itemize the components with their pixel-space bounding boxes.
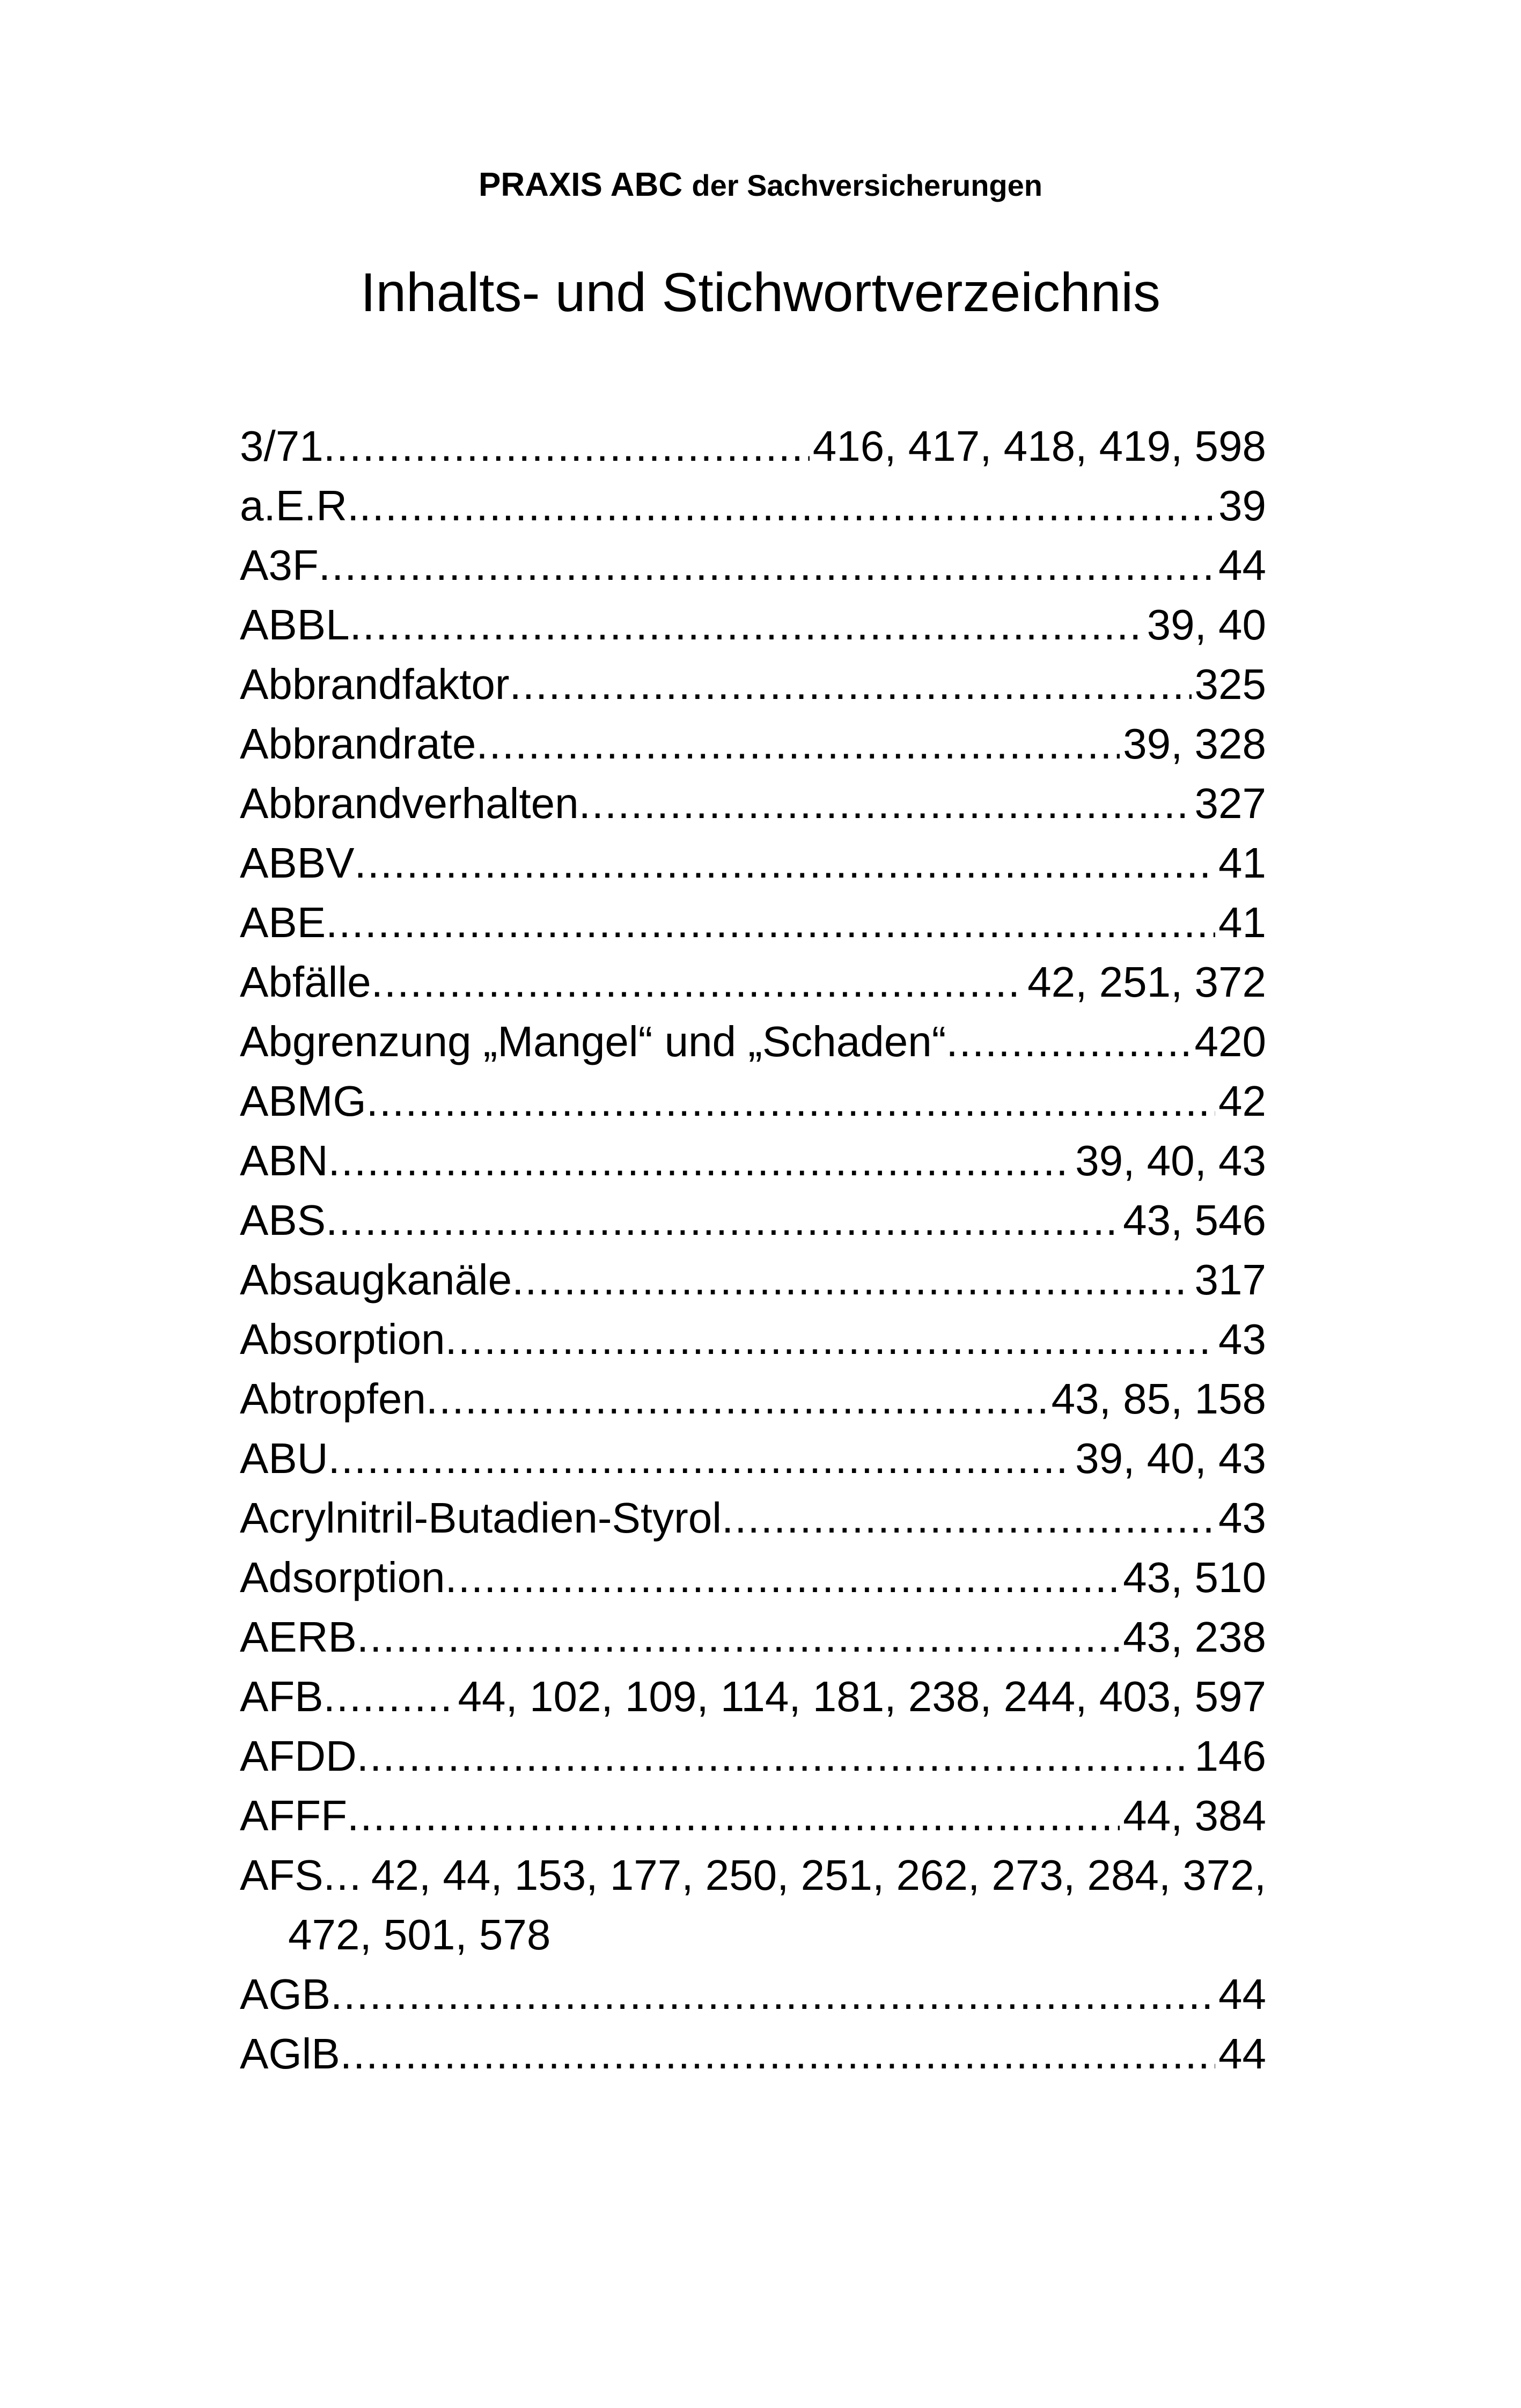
dot-leader xyxy=(324,1667,455,1726)
index-pages: 44, 102, 109, 114, 181, 238, 244, 403, 597 xyxy=(458,1673,1266,1720)
index-term: AGlB xyxy=(240,2030,340,2078)
dot-leader xyxy=(357,1726,1192,1786)
index-pages: 146 xyxy=(1194,1732,1266,1780)
index-entry xyxy=(240,535,1266,595)
index-term: AFDD xyxy=(240,1732,357,1780)
index-entry xyxy=(240,1607,1266,1667)
index-term: ABE xyxy=(240,899,326,946)
index-pages: 39, 40, 43 xyxy=(1075,1434,1266,1482)
index-pages: 420 xyxy=(1194,1018,1266,1065)
index-pages: 41 xyxy=(1218,839,1266,887)
index-pages: 43, 546 xyxy=(1123,1196,1266,1244)
index-pages: 42, 44, 153, 177, 250, 251, 262, 273, 284, 372, xyxy=(371,1851,1266,1899)
index-term: Absaugkanäle xyxy=(240,1256,512,1304)
index-entry xyxy=(240,1786,1266,1845)
dot-leader xyxy=(366,1071,1215,1131)
index-entry xyxy=(240,714,1266,774)
index-term: ABBV xyxy=(240,839,355,887)
index-entry xyxy=(240,1250,1266,1309)
index-term: Absorption xyxy=(240,1315,445,1363)
index-term: Abgrenzung „Mangel“ und „Schaden“ xyxy=(240,1018,946,1065)
dot-leader xyxy=(579,774,1192,833)
index-pages: 43, 85, 158 xyxy=(1051,1375,1266,1423)
index-list xyxy=(240,416,1266,2083)
index-pages: 43 xyxy=(1218,1315,1266,1363)
dot-leader xyxy=(445,1548,1120,1607)
dot-leader xyxy=(371,952,1025,1012)
index-entry xyxy=(240,1190,1266,1250)
index-pages: 44 xyxy=(1218,2030,1266,2078)
index-pages: 43, 510 xyxy=(1123,1553,1266,1601)
dot-leader xyxy=(946,1012,1191,1071)
dot-leader: .. ..... xyxy=(324,1845,361,1905)
index-term: ABN xyxy=(240,1137,328,1184)
index-entry xyxy=(240,1369,1266,1428)
index-term: ABMG xyxy=(240,1077,366,1125)
index-entry xyxy=(240,595,1266,654)
index-entry xyxy=(240,1012,1266,1071)
index-pages: 43 xyxy=(1218,1494,1266,1542)
index-pages: 43, 238 xyxy=(1123,1613,1266,1661)
index-term: A3F xyxy=(240,541,319,589)
dot-leader xyxy=(326,1190,1120,1250)
dot-leader xyxy=(510,654,1192,714)
dot-leader xyxy=(426,1369,1048,1428)
book-header xyxy=(0,164,1521,207)
index-term: Acrylnitril-Butadien-Styrol xyxy=(240,1494,722,1542)
dot-leader xyxy=(340,2024,1215,2083)
dot-leader xyxy=(319,535,1215,595)
index-pages: 44, 384 xyxy=(1123,1792,1266,1839)
dot-leader xyxy=(359,476,1215,535)
index-term: Abbrandfaktor xyxy=(240,660,510,708)
header-suffix: der Sachversicherungen xyxy=(692,168,1042,202)
index-entry xyxy=(240,774,1266,833)
index-term: AFFF xyxy=(240,1792,347,1839)
index-pages: 39 xyxy=(1218,482,1266,529)
index-term: a.E.R. xyxy=(240,482,359,529)
index-entry xyxy=(240,416,1266,476)
index-entry xyxy=(240,1428,1266,1488)
index-entry xyxy=(240,833,1266,893)
index-term: ABS xyxy=(240,1196,326,1244)
index-term: ABBL xyxy=(240,601,350,649)
index-entry xyxy=(240,1964,1266,2024)
dot-leader xyxy=(354,833,1215,893)
index-term: Abfälle xyxy=(240,958,371,1006)
dot-leader xyxy=(326,893,1215,952)
index-entry xyxy=(240,1667,1266,1726)
index-pages: 42 xyxy=(1218,1077,1266,1125)
index-pages: 327 xyxy=(1194,779,1266,827)
index-pages: 44 xyxy=(1218,541,1266,589)
dot-leader xyxy=(330,1964,1215,2024)
page-title: Inhalts- und Stichwortverzeichnis xyxy=(360,262,1160,323)
index-entry xyxy=(240,1488,1266,1548)
index-pages: 44 xyxy=(1218,1970,1266,2018)
index-pages: 39, 40, 43 xyxy=(1075,1137,1266,1184)
index-entry xyxy=(240,476,1266,535)
dot-leader xyxy=(512,1250,1191,1309)
index-entry xyxy=(240,1309,1266,1369)
index-entry-afs xyxy=(240,1845,1266,1964)
index-term: Abtropfen xyxy=(240,1375,426,1423)
index-term: AERB xyxy=(240,1613,357,1661)
index-entry xyxy=(240,1726,1266,1786)
dot-leader xyxy=(350,595,1144,654)
dot-leader xyxy=(722,1488,1215,1548)
index-entry xyxy=(240,654,1266,714)
dot-leader xyxy=(328,1428,1072,1488)
index-term: AGB xyxy=(240,1970,330,2018)
index-entry xyxy=(240,1131,1266,1190)
index-term: Abbrandrate xyxy=(240,720,476,768)
index-entry xyxy=(240,1071,1266,1131)
dot-leader xyxy=(476,714,1120,774)
dot-leader xyxy=(328,1131,1072,1190)
index-pages-continued: 472, 501, 578 xyxy=(288,1911,551,1958)
index-term: 3/71 xyxy=(240,422,324,470)
index-pages: 41 xyxy=(1218,899,1266,946)
dot-leader xyxy=(347,1786,1120,1845)
index-term: Abbrandverhalten xyxy=(240,779,579,827)
index-term: AFB xyxy=(240,1673,324,1720)
index-pages: 39, 328 xyxy=(1123,720,1266,768)
header-prefix: PRAXIS ABC xyxy=(479,166,683,203)
index-pages: 416, 417, 418, 419, 598 xyxy=(812,422,1266,470)
dot-leader xyxy=(445,1309,1215,1369)
index-entry xyxy=(240,2024,1266,2083)
index-entry xyxy=(240,1548,1266,1607)
index-pages: 317 xyxy=(1194,1256,1266,1304)
index-term: Adsorption xyxy=(240,1553,445,1601)
index-entry xyxy=(240,952,1266,1012)
index-pages: 39, 40 xyxy=(1147,601,1266,649)
index-pages: 325 xyxy=(1194,660,1266,708)
index-term: ABU xyxy=(240,1434,328,1482)
index-pages: 42, 251, 372 xyxy=(1027,958,1266,1006)
dot-leader xyxy=(357,1607,1120,1667)
index-entry xyxy=(240,893,1266,952)
dot-leader xyxy=(324,416,810,476)
index-term: AFS xyxy=(240,1851,324,1899)
